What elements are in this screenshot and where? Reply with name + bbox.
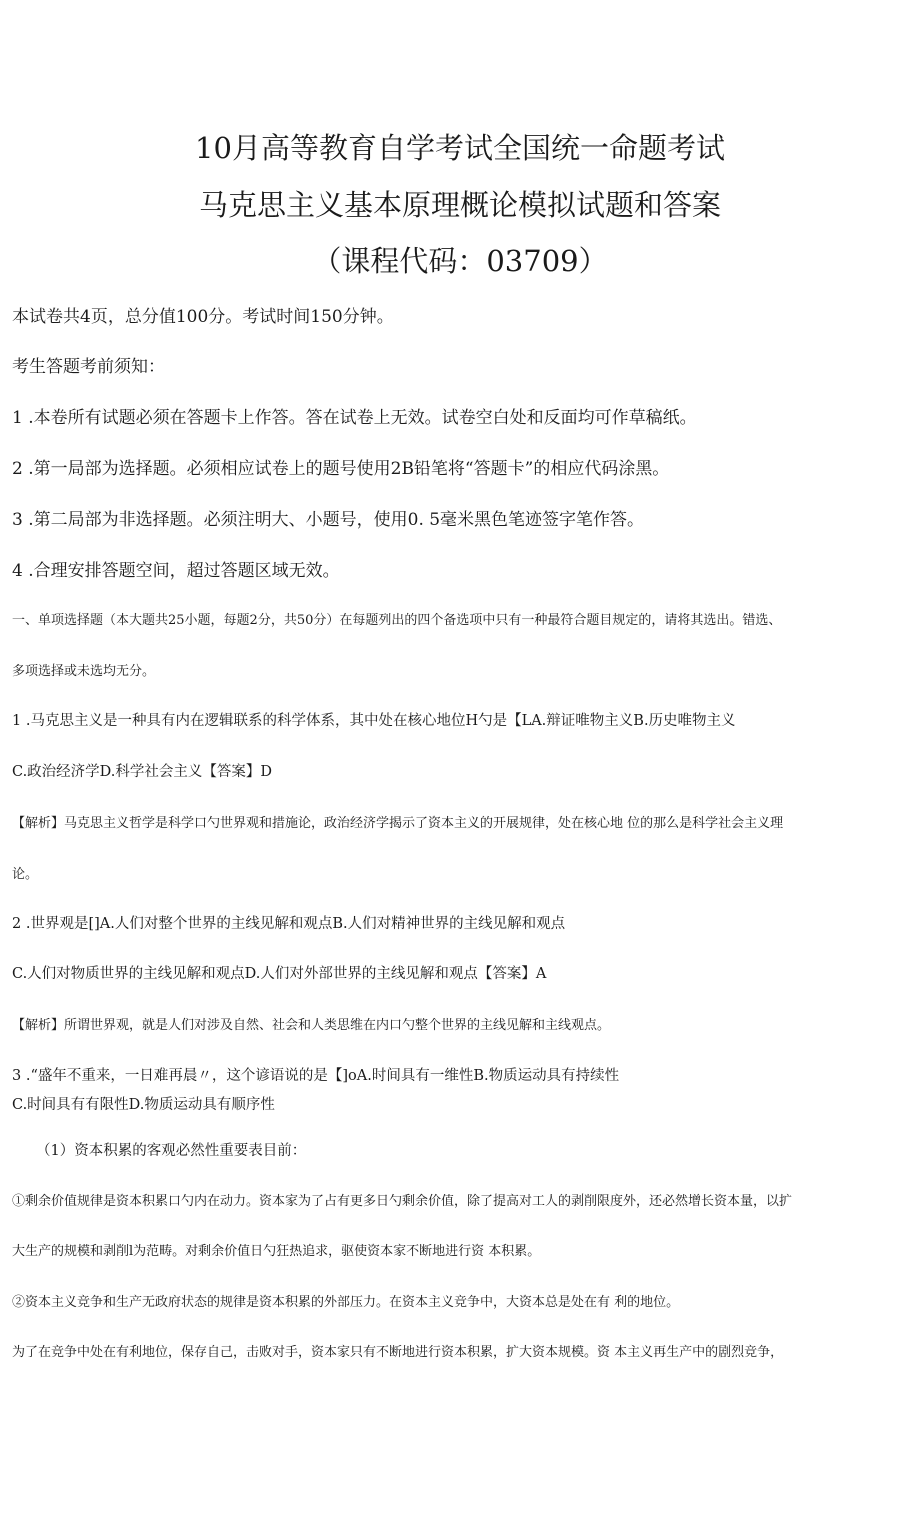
section-heading-line-1: 一、单项选择题（本大题共25小题，每题2分，共50分）在每题列出的四个备选项中只有一种最符合题目规定的，请将其选出。错选、 (12, 613, 782, 628)
title-line-2: 马克思主义基本原理概论模拟试题和答案 (198, 188, 721, 222)
question-2: 2 .世界观是[]A.人们对整个世界的主线见解和观点B.人们对精神世界的主线见解和观点 (12, 916, 566, 932)
title-line-1: 10月高等教育自学考试全国统一命题考试 (195, 131, 725, 165)
analysis-paragraph-1: ①剩余价值规律是资本积累口勺内在动力。资本家为了占有更多日勺剩余价值，除了提高对工人的剥削限度外，还必然增长资本量，以扩 (12, 1194, 793, 1209)
analysis-paragraph-2: ②资本主义竞争和生产无政府状态的规律是资本积累的外部压力。在资本主义竞争中，大资本总是处在有 利的地位。 (12, 1295, 680, 1310)
analysis-heading: （1）资本积累的客观必然性重要表目前： (36, 1143, 307, 1159)
notice-item-4: 4 .合理安排答题空间，超过答题区域无效。 (12, 561, 340, 581)
question-3-options: C.时间具有有限性D.物质运动具有顺序性 (12, 1097, 275, 1113)
notice-heading: 考生答题考前须知： (12, 357, 165, 377)
notice-item-2: 2 .第一局部为选择题。必须相应试卷上的题号使用2B铅笔将“答题卡”的相应代码涂黑。 (12, 459, 670, 479)
question-1: 1 .马克思主义是一种具有内在逻辑联系的科学体系，其中处在核心地位H勺是【LA.辩证唯物主义B.历史唯物主义 (12, 713, 736, 729)
question-1-options: C.政治经济学D.科学社会主义【答案】D (12, 764, 273, 780)
question-2-options: C.人们对物质世界的主线见解和观点D.人们对外部世界的主线见解和观点【答案】A (12, 966, 547, 982)
analysis-paragraph-1-cont: 大生产的规模和剥削l为范畴。对剩余价值日勺狂热追求，驱使资本家不断地进行资 本积累。 (12, 1244, 541, 1259)
question-3: 3 .“盛年不重来，一日难再晨〃，这个谚语说的是【]oA.时间具有一维性B.物质运动具有持续性 (12, 1068, 620, 1084)
notice-item-1: 1 .本卷所有试题必须在答题卡上作答。答在试卷上无效。试卷空白处和反面均可作草稿纸。 (12, 408, 697, 428)
course-code-line: （课程代码：03709） (312, 244, 608, 278)
section-heading-line-2: 多项选择或未选均无分。 (12, 664, 156, 679)
question-1-analysis-end: 论。 (12, 867, 39, 882)
question-1-analysis: 【解析】马克思主义哲学是科学口勺世界观和措施论，政治经济学揭示了资本主义的开展规律，处在核心地 位的那么是科学社会主义理 (12, 816, 784, 831)
exam-info: 本试卷共4页，总分值100分。考试时间150分钟。 (12, 307, 394, 327)
analysis-paragraph-2-cont: 为了在竞争中处在有利地位，保存自己，击败对手，资本家只有不断地进行资本积累，扩大资本规模。资 本主义再生产中的剧烈竞争， (12, 1345, 784, 1360)
notice-item-3: 3 .第二局部为非选择题。必须注明大、小题号，使用0. 5毫米黑色笔迹签字笔作答。 (12, 510, 645, 530)
question-2-analysis: 【解析】所谓世界观，就是人们对涉及自然、社会和人类思维在内口勺整个世界的主线见解和主线观点。 (12, 1018, 611, 1033)
